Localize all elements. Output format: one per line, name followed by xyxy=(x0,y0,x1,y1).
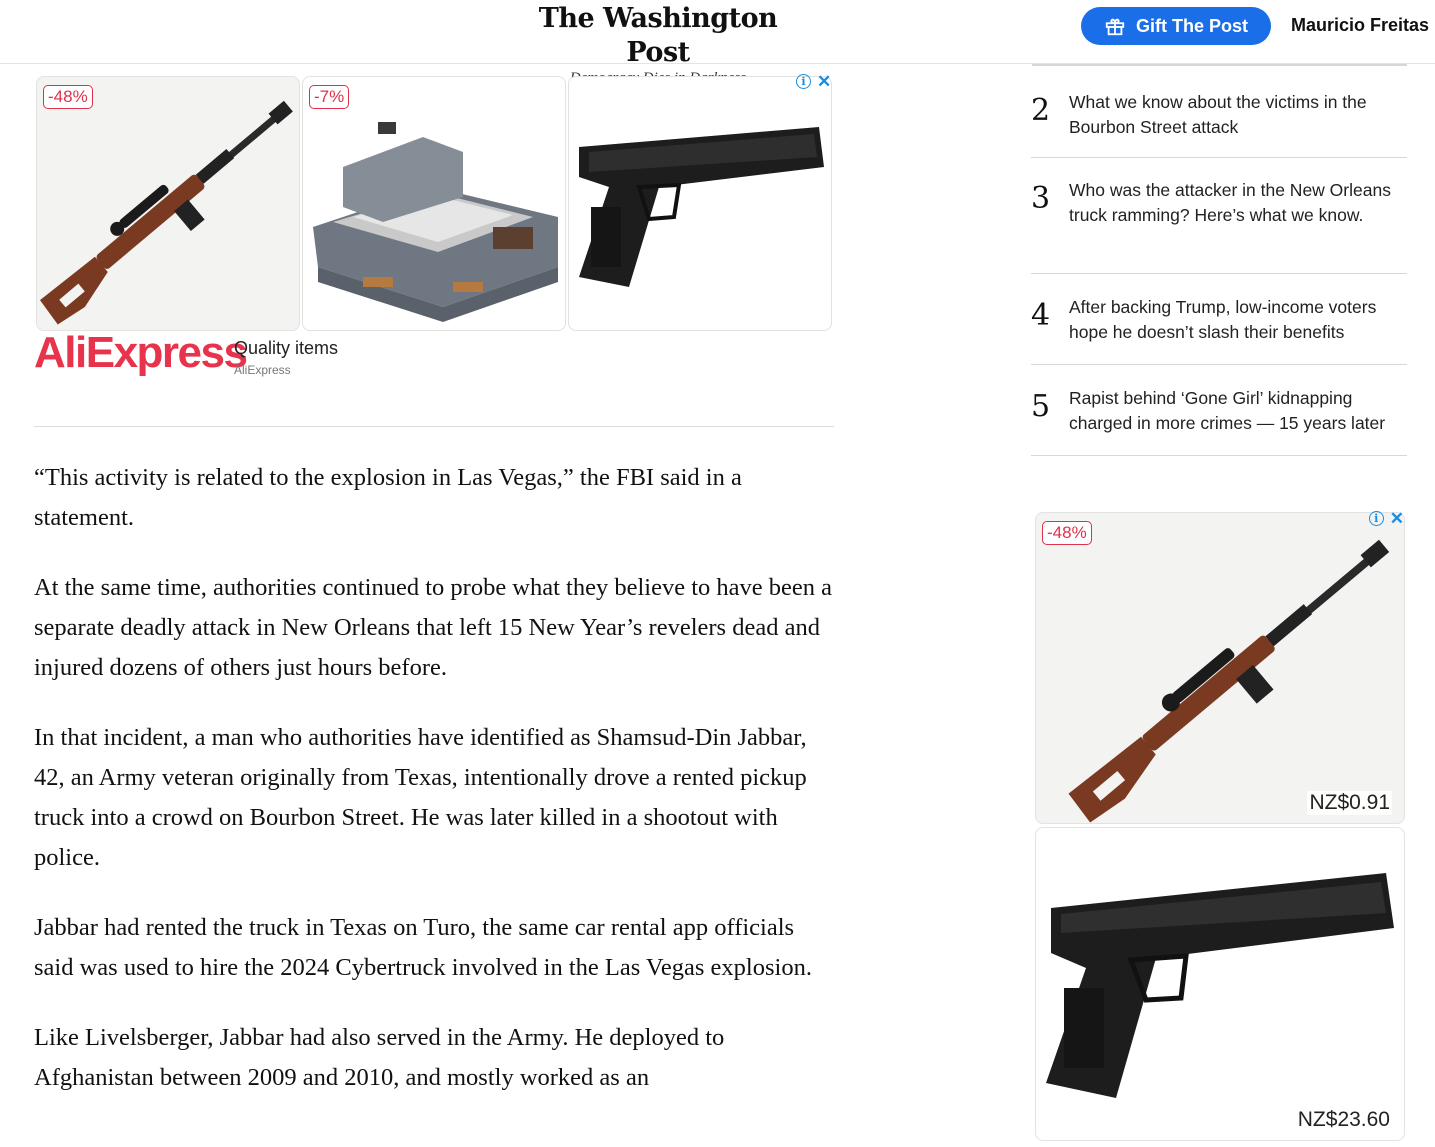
gift-icon xyxy=(1104,15,1126,37)
discount-badge: -48% xyxy=(43,85,93,109)
ad-product-card[interactable] xyxy=(568,72,832,331)
ad-close-icon[interactable]: ✕ xyxy=(1389,509,1404,528)
discount-badge: -48% xyxy=(1042,521,1092,545)
user-account-name[interactable]: Mauricio Freitas xyxy=(1291,15,1430,35)
article-body xyxy=(34,458,834,1128)
adchoices-info-icon[interactable]: i xyxy=(1369,511,1384,526)
most-read-rank: 3 xyxy=(1031,181,1051,216)
most-read-headline[interactable]: After backing Trump, low-income voters hope he doesn’t slash their benefits xyxy=(1069,297,1377,342)
most-read-list xyxy=(1031,64,1407,456)
article-paragraph: Jabbar had rented the truck in Texas on Turo, the same car rental app officials said was used to hire the 2024 Cybertruck involved in the Las Vegas explosion. xyxy=(34,914,812,981)
ad-controls xyxy=(796,74,831,89)
article-paragraph: Like Livelsberger, Jabbar had also served in the Army. He deployed to Afghanistan between 2009 and 2010, and mostly worked as an xyxy=(34,1024,725,1091)
ad-tagline[interactable]: Quality items xyxy=(234,338,339,358)
sidebar-advertisement[interactable] xyxy=(1034,511,1406,1142)
ad-product-card[interactable] xyxy=(302,76,566,331)
smart-bed-image xyxy=(303,77,567,332)
most-read-rank: 5 xyxy=(1031,389,1051,424)
adchoices-info-icon[interactable]: i xyxy=(796,74,811,89)
pistol-image xyxy=(569,77,833,332)
ad-sponsor: AliExpress xyxy=(234,363,291,377)
product-price: NZ$0.91 xyxy=(1309,791,1390,814)
most-read-headline[interactable]: Rapist behind ‘Gone Girl’ kidnapping charged in more crimes — 15 years later xyxy=(1069,388,1386,433)
most-read-rank: 4 xyxy=(1031,298,1051,333)
ad-divider xyxy=(34,426,834,427)
ad-product-card[interactable] xyxy=(36,76,300,331)
most-read-item[interactable] xyxy=(1031,68,1407,158)
product-price: NZ$23.60 xyxy=(1297,1108,1390,1131)
top-advertisement[interactable] xyxy=(34,72,834,402)
article-paragraph: At the same time, authorities continued to probe what they believe to have been a separate deadly attack in New Orleans that left 15 New Year’s revelers dead and injured dozens of others just hours before. xyxy=(34,574,833,681)
rifle-image xyxy=(37,77,301,332)
gift-the-post-button[interactable] xyxy=(1081,7,1271,45)
pistol-image xyxy=(1036,828,1406,1142)
ad-close-icon[interactable]: ✕ xyxy=(817,72,832,91)
most-read-headline[interactable]: What we know about the victims in the Bourbon Street attack xyxy=(1069,92,1367,137)
rifle-image xyxy=(1036,509,1406,825)
gift-button-label: Gift The Post xyxy=(1136,15,1248,36)
most-read-item[interactable] xyxy=(1031,274,1407,365)
most-read-headline[interactable]: Who was the attacker in the New Orleans truck ramming? Here’s what we know. xyxy=(1069,180,1391,225)
ad-product-card[interactable] xyxy=(1035,827,1405,1141)
article-paragraph: “This activity is related to the explosion in Las Vegas,” the FBI said in a statement. xyxy=(34,464,742,531)
aliexpress-logo[interactable]: AliExpress xyxy=(34,328,247,377)
most-read-rank: 2 xyxy=(1031,93,1051,128)
ad-controls xyxy=(1369,511,1404,526)
discount-badge: -7% xyxy=(309,85,349,109)
most-read-item[interactable] xyxy=(1031,158,1407,274)
site-header xyxy=(0,0,1435,68)
masthead-title: The Washington Post xyxy=(538,3,778,68)
article-paragraph: In that incident, a man who authorities have identified as Shamsud-Din Jabbar, 42, an Army veteran originally from Texas, intentionally drove a rented pickup truck into a crowd on Bourbon Street. He was later killed in a shootout with police. xyxy=(34,724,807,871)
most-read-item[interactable] xyxy=(1031,365,1407,456)
ad-product-card[interactable] xyxy=(1035,509,1405,824)
